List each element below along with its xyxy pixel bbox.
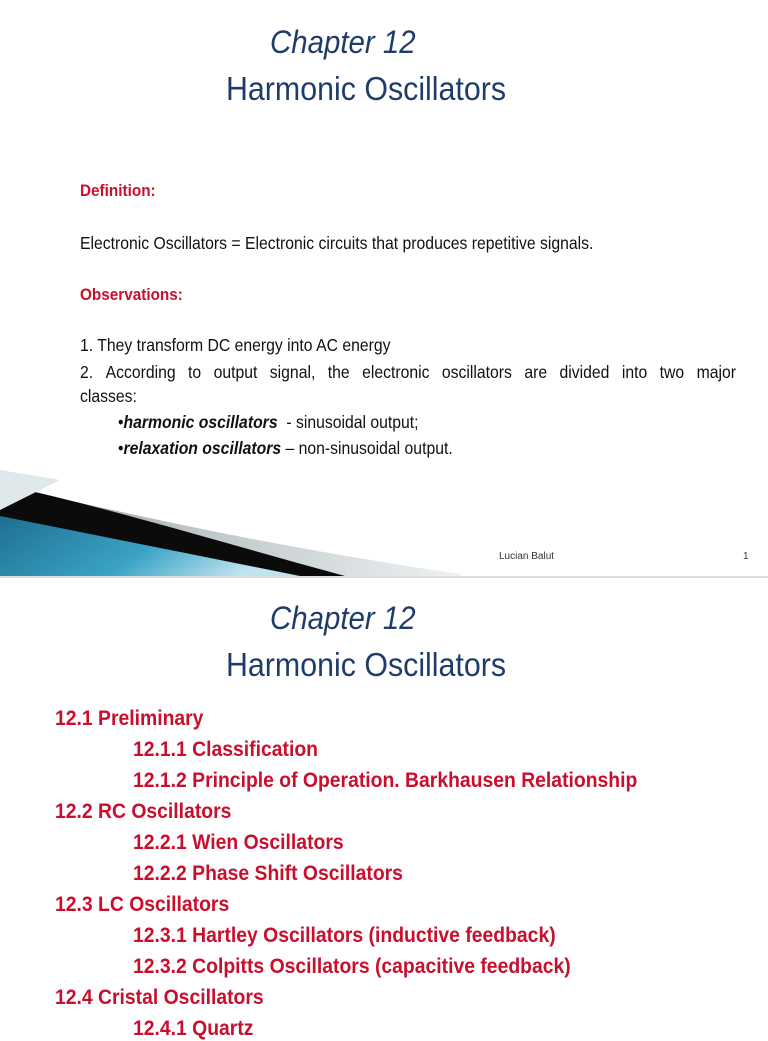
observation-2-line-1 <box>80 359 736 385</box>
slide-2 <box>0 578 768 1040</box>
observations-label: Observations: <box>80 285 183 304</box>
toc-subsection: 12.2.2 Phase Shift Oscillators <box>133 861 403 885</box>
decorative-swoosh <box>0 470 460 576</box>
bullet: • <box>118 438 124 458</box>
observation-word: 2. <box>80 362 94 382</box>
toc-section: 12.1 Preliminary <box>55 706 204 730</box>
observation-word: signal, <box>269 362 316 382</box>
footer-page-number: 1 <box>743 551 749 562</box>
toc-subsection: 12.2.1 Wien Oscillators <box>133 830 344 854</box>
toc-section: 12.3 LC Oscillators <box>55 892 230 916</box>
class-item-relaxation <box>118 435 708 461</box>
observation-word: oscillators <box>441 362 512 382</box>
toc-subsection: 12.1.2 Principle of Operation. Barkhausen Relationship <box>133 768 638 792</box>
observation-word: two <box>659 362 685 382</box>
footer-author: Lucian Balut <box>499 551 555 562</box>
observation-word: output <box>213 362 258 382</box>
toc-subsection: 12.3.2 Colpitts Oscillators (capacitive feedback) <box>133 954 571 978</box>
observation-word: to <box>188 362 202 382</box>
toc-subsection: 12.3.1 Hartley Oscillators (inductive feedback) <box>133 923 556 947</box>
chapter-title: Chapter 12 <box>270 24 416 60</box>
class-term: harmonic oscillators <box>123 412 278 432</box>
observation-word: divided <box>559 362 610 382</box>
bullet: • <box>118 412 124 432</box>
observation-1: 1. They transform DC energy into AC energy <box>80 335 391 355</box>
slide-heading: Harmonic Oscillators <box>226 646 507 683</box>
definition-label: Definition: <box>80 181 156 200</box>
class-desc: – non-sinusoidal output. <box>281 438 453 458</box>
observation-2-line-2: classes: <box>80 386 137 406</box>
class-term: relaxation oscillators <box>123 438 282 458</box>
observation-word: According <box>105 362 176 382</box>
slide-heading: Harmonic Oscillators <box>226 70 507 107</box>
class-desc: - sinusoidal output; <box>277 412 419 432</box>
observation-word: are <box>524 362 548 382</box>
observation-word: the <box>327 362 350 382</box>
observation-word: major <box>696 362 737 382</box>
toc-section: 12.4 Cristal Oscillators <box>55 985 264 1009</box>
toc-subsection: 12.1.1 Classification <box>133 737 318 761</box>
class-item-harmonic <box>118 409 708 435</box>
observation-word: into <box>621 362 648 382</box>
definition-text: Electronic Oscillators = Electronic circuits that produces repetitive signals. <box>80 233 594 253</box>
toc-section: 12.2 RC Oscillators <box>55 799 232 823</box>
toc-subsection: 12.4.1 Quartz <box>133 1016 254 1040</box>
observation-word: electronic <box>362 362 430 382</box>
chapter-title: Chapter 12 <box>270 600 416 636</box>
